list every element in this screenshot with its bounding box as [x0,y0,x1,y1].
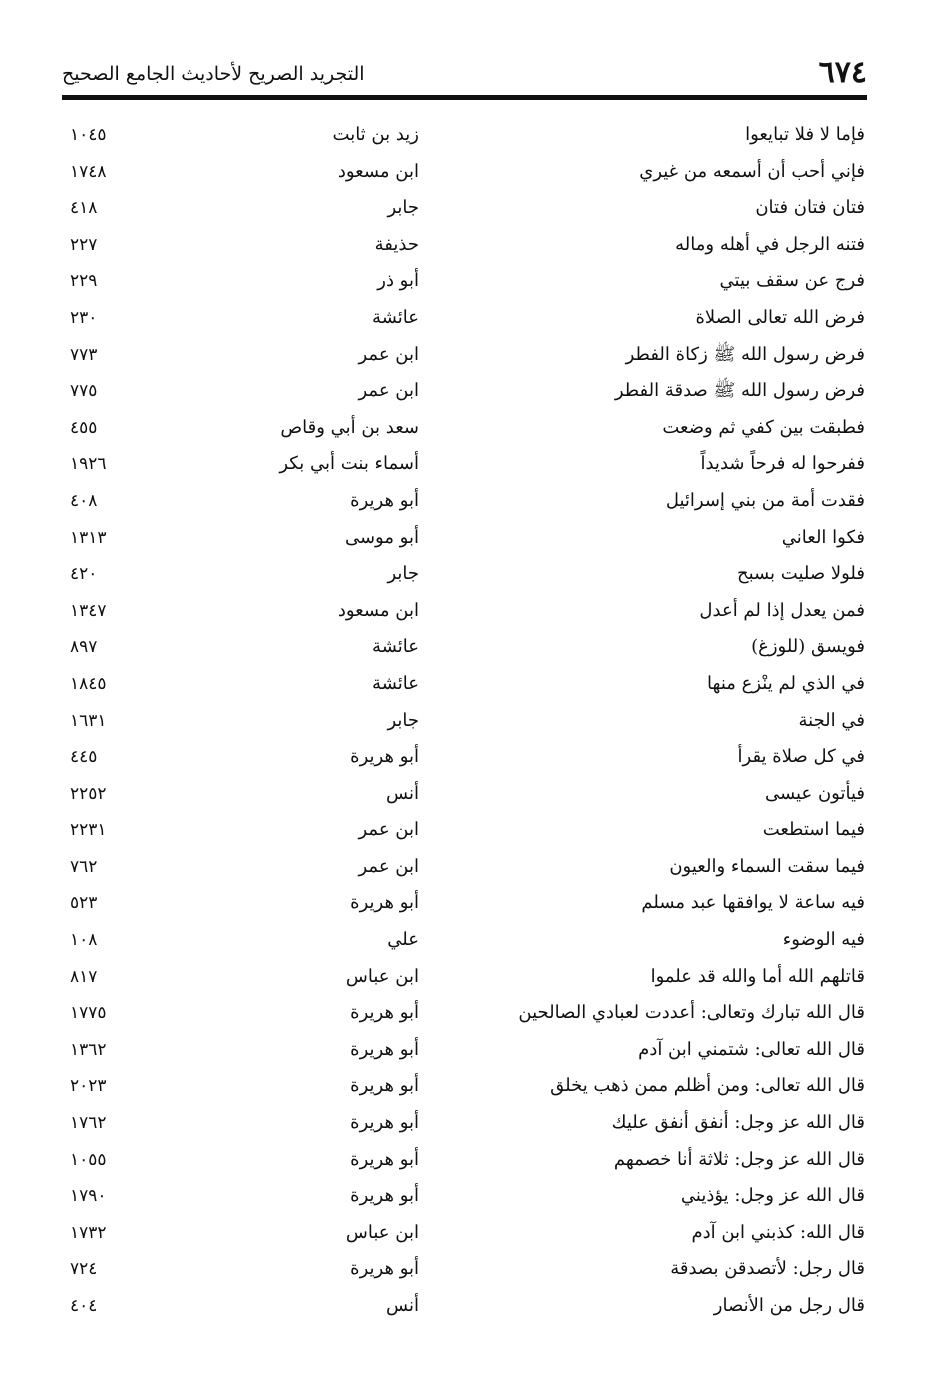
hadith-phrase: قال الله تعالى: شتمني ابن آدم [638,1038,865,1060]
index-row [62,922,867,959]
hadith-number: ٧٧٣ [70,344,98,365]
hadith-phrase: فيما سقت السماء والعيون [669,855,865,877]
narrator-name: سعد بن أبي وقاص [280,416,419,438]
index-row [62,117,867,154]
narrator-name: حذيفة [374,233,419,255]
narrator-name: أبو هريرة [350,1002,419,1024]
hadith-number: ٤٢٠ [70,564,98,585]
hadith-number: ٢٢٥٢ [70,783,107,804]
hadith-phrase: فإما لا فلا تبايعوا [745,124,865,145]
hadith-number: ١٣٦٢ [70,1039,107,1060]
index-row [62,776,867,813]
index-row [62,885,867,922]
narrator-name: أبو هريرة [350,1148,419,1170]
hadith-number: ١٠٤٥ [70,125,107,145]
index-row [62,666,867,703]
hadith-phrase: قال الله عز وجل: أنفق أنفق عليك [611,1112,865,1134]
index-row [62,739,867,776]
index-row [62,1288,867,1325]
narrator-name: أبو هريرة [350,892,419,914]
narrator-name: أبو هريرة [350,1112,419,1134]
hadith-number: ١٠٥٥ [70,1149,107,1170]
hadith-number: ٨١٧ [70,966,98,987]
hadith-phrase: في الجنة [798,709,865,731]
index-row [62,1215,867,1252]
hadith-phrase: في كل صلاة يقرأ [737,746,865,768]
narrator-name: جابر [387,709,419,731]
hadith-phrase: قال الله تعالى: ومن أظلم ممن ذهب يخلق [550,1075,865,1097]
header-rule [62,95,867,100]
hadith-phrase: قال الله عز وجل: ثلاثة أنا خصمهم [613,1148,865,1170]
hadith-number: ٢٢٣١ [70,820,107,841]
hadith-phrase: فطبقت بين كفي ثم وضعت [662,416,865,438]
hadith-number: ١٦٣١ [70,710,107,731]
index-row [62,1032,867,1069]
hadith-phrase: فرج عن سقف بيتي [719,270,865,292]
hadith-number: ١٧٣٢ [70,1222,107,1243]
narrator-name: ابن عمر [358,819,419,841]
book-title: التجريد الصريح لأحاديث الجامع الصحيح [62,63,365,85]
narrator-name: جابر [387,563,419,585]
hadith-number: ٤٠٤ [70,1296,98,1316]
hadith-number: ٤٤٥ [70,747,98,768]
hadith-number: ٤٥٥ [70,417,98,438]
hadith-phrase: فإني أحب أن أسمعه من غيري [639,160,865,182]
index-row [62,446,867,483]
narrator-name: أبو هريرة [350,1075,419,1097]
narrator-name: ابن عمر [358,855,419,877]
hadith-phrase: فمن يعدل إذا لم أعدل [699,599,865,621]
hadith-phrase: فيه ساعة لا يوافقها عبد مسلم [641,892,865,914]
hadith-phrase: فويسق (للوزغ) [751,636,865,658]
index-row [62,227,867,264]
hadith-phrase: فرض الله تعالى الصلاة [695,306,865,328]
narrator-name: أبو هريرة [350,746,419,768]
hadith-phrase: قال الله تبارك وتعالى: أعددت لعبادي الصالحين [518,1002,865,1024]
hadith-number: ٥٢٣ [70,893,98,914]
index-row [62,1068,867,1105]
hadith-number: ١٣١٣ [70,527,107,548]
index-row [62,1105,867,1142]
hadith-phrase: فتان فتان فتان [755,197,865,219]
narrator-name: أبو هريرة [350,1038,419,1060]
hadith-number: ١٣٤٧ [70,600,107,621]
narrator-name: علي [387,929,419,951]
narrator-name: أنس [386,1295,419,1316]
index-row [62,1142,867,1179]
narrator-name: أنس [386,782,419,804]
hadith-phrase: فيه الوضوء [782,929,865,951]
narrator-name: عائشة [372,636,419,658]
narrator-name: أسماء بنت أبي بكر [279,453,419,475]
hadith-number: ٢٠٢٣ [70,1076,107,1097]
narrator-name: ابن مسعود [337,599,419,621]
hadith-phrase: في الذي لم ينْزع منها [707,672,865,694]
hadith-number: ١٧٧٥ [70,1003,107,1024]
index-row [62,556,867,593]
hadith-number: ٧٢٤ [70,1259,98,1280]
hadith-phrase: فرض رسول الله ﷺ صدقة الفطر [614,380,865,402]
index-row [62,1178,867,1215]
index-row [62,849,867,886]
index-row [62,1251,867,1288]
hadith-number: ١٠٨ [70,930,98,951]
index-list [62,117,867,1325]
narrator-name: أبو ذر [377,270,419,292]
narrator-name: ابن عمر [358,343,419,365]
narrator-name: ابن مسعود [337,160,419,182]
narrator-name: أبو هريرة [350,1258,419,1280]
hadith-number: ٤٠٨ [70,490,98,511]
hadith-number: ٢٢٧ [70,234,98,255]
hadith-number: ٨٩٧ [70,637,98,658]
hadith-phrase: فلولا صليت بسبح [736,563,865,585]
index-row [62,300,867,337]
hadith-phrase: فيما استطعت [762,819,865,841]
narrator-name: أبو موسى [344,526,419,548]
hadith-number: ٢٢٩ [70,271,98,292]
narrator-name: ابن عباس [345,965,419,987]
hadith-phrase: قاتلهم الله أما والله قد علموا [650,965,865,987]
hadith-number: ٤١٨ [70,198,98,219]
hadith-phrase: قال رجل من الأنصار [713,1295,865,1316]
page-header [62,52,867,94]
index-row [62,995,867,1032]
hadith-phrase: فرض رسول الله ﷺ زكاة الفطر [625,343,865,365]
index-row [62,263,867,300]
hadith-number: ١٧٦٢ [70,1113,107,1134]
hadith-number: ٧٦٢ [70,856,98,877]
index-row [62,410,867,447]
hadith-number: ١٧٤٨ [70,161,107,182]
hadith-phrase: قال الله عز وجل: يؤذيني [680,1185,865,1207]
index-row [62,703,867,740]
hadith-phrase: فقدت أمة من بني إسرائيل [665,489,865,511]
narrator-name: ابن عباس [345,1221,419,1243]
narrator-name: جابر [387,197,419,219]
hadith-number: ١٩٢٦ [70,454,107,475]
hadith-number: ١٧٩٠ [70,1186,107,1207]
index-row [62,593,867,630]
hadith-phrase: فتنه الرجل في أهله وماله [675,233,865,255]
index-row [62,373,867,410]
hadith-phrase: قال الله: كذبني ابن آدم [691,1221,865,1243]
hadith-phrase: قال رجل: لأتصدقن بصدقة [670,1258,865,1280]
index-row [62,959,867,996]
hadith-phrase: ففرحوا له فرحاً شديداً [700,453,865,475]
index-row [62,190,867,227]
index-row [62,337,867,374]
index-row [62,154,867,191]
hadith-number: ٧٧٥ [70,381,98,402]
index-row [62,629,867,666]
hadith-number: ٢٣٠ [70,307,98,328]
hadith-number: ١٨٤٥ [70,673,107,694]
narrator-name: أبو هريرة [350,1185,419,1207]
narrator-name: عائشة [372,672,419,694]
index-row [62,812,867,849]
page-number: ٦٧٤ [818,55,867,90]
hadith-phrase: فكوا العاني [781,526,865,548]
narrator-name: زيد بن ثابت [332,124,419,145]
narrator-name: ابن عمر [358,380,419,402]
index-row [62,483,867,520]
index-row [62,520,867,557]
hadith-phrase: فيأتون عيسى [764,782,865,804]
narrator-name: أبو هريرة [350,489,419,511]
narrator-name: عائشة [372,306,419,328]
